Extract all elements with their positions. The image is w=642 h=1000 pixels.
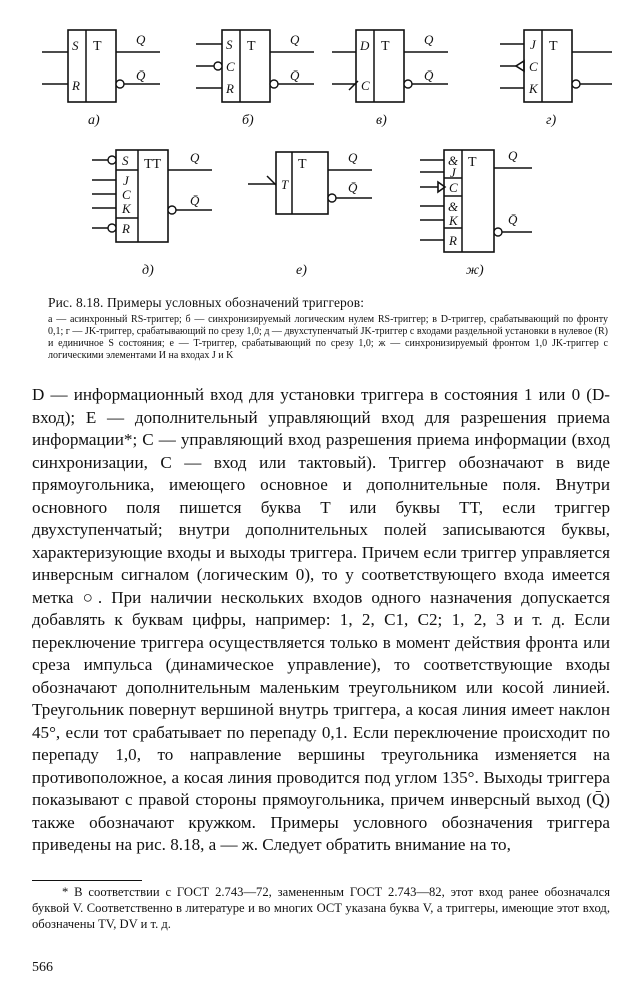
pin-j: J [123,173,129,188]
sublabel-g: г) [546,113,557,128]
out-q: Q [136,32,146,47]
pin-r: R [72,78,80,93]
caption-body: а — асинхронный RS-триггер; б — синхронизируемый логическим нулем RS-триггер; в D-триггер, срабатывающий по фронту 0,1; г — JK-триггер, срабатывающий по срезу 1,0; д — двухступенчатый JK-триггер с входами раздельной установки в нулевое (R) и единичное S состояния; е — T-триггер, срабатывающий по срезу 1,0; ж — синхронизируемый фронтом 1,0 JK-триггер с логическими элементами И на входах J и K [48,314,608,361]
sublabel-e: е) [296,263,307,278]
pin-s: S [226,37,233,52]
sublabel-zh: ж) [466,263,484,278]
label-t: T [93,39,102,54]
label-t: T [247,39,256,54]
pin-s: S [122,153,129,168]
out-qbar: Q̄ [348,180,358,195]
pin-c: C [361,78,370,93]
pin-and-1: & [448,153,459,168]
pin-k: K [529,81,538,96]
out-qbar: Q̄ [508,212,518,227]
out-qbar: Q̄ [190,193,200,208]
out-q: Q [190,150,200,165]
sublabel-a: а) [88,113,100,128]
trigger-symbols-figure [0,0,642,290]
diagram-d-two-stage-jk-trigger [92,150,212,278]
pin-d: D [360,38,370,53]
footnote-rule [32,880,142,881]
body-text [32,384,610,857]
pin-j: J [450,165,456,180]
sublabel-v: в) [376,113,387,128]
figure-caption [48,294,608,362]
sublabel-d: д) [142,263,154,278]
diagram-zh-jk-and-trigger [420,148,532,278]
pin-c: C [226,59,235,74]
pin-j: J [530,37,536,52]
sublabel-b: б) [242,113,254,128]
diagram-b-sync-rs-trigger [196,30,314,128]
diagram-g-jk-trigger [500,30,612,128]
pin-r: R [122,221,130,236]
diagram-a-rs-trigger [42,30,160,128]
label-t: T [468,155,477,170]
out-q: Q [424,32,434,47]
page-number: 566 [32,960,53,975]
pin-r: R [449,233,457,248]
out-qbar: Q̄ [424,68,434,83]
footnote [32,884,610,932]
pin-c: C [449,180,458,195]
footnote-text: * В соответствии с ГОСТ 2.743—72, замененным ГОСТ 2.743—82, этот вход ранее обозначался буквой V. Соответственно в литературе и во многих ОСТ указана буква V, а триггеры, имеющие этот вход, обозначены TV, DV и т. д. [32,885,610,931]
out-q: Q [348,150,358,165]
diagram-e-t-trigger [248,150,372,278]
pin-c: C [529,59,538,74]
label-tt: TT [144,157,162,172]
label-t: T [298,157,307,172]
body-paragraph: D — информационный вход для установки триггера в состояния 1 или 0 (D-вход); E — дополнительный управляющий вход для разрешения приема информации*; C — управляющий вход разрешения приема информации (вход синхронизации, C — вход или тактовый). Триггер обозначают в виде прямоугольника, имеющего основное и дополнительные поля. Внутри основного поля пишется буква T или буквы TT, если триггер двухступенчатый; внутри дополнительных полей записываются буквы, характеризующие входы и выходы триггера. Причем если триггер управляется инверсным сигналом (логическим 0), то у соответствующего входа имеется метка ○. При наличии нескольких входов одного назначения допускается добавлять к буквам цифры, например: 1, 2, C1, C2; 1, 2, 3 и т. д. Если переключение триггера осуществляется только в момент действия фронта или среза импульса (динамическое управление), то соответствующие входы обозначают дополнительным маленьким треугольником или косой линией. Треугольник повернут вершиной внутрь триггера, а косая линия имеет наклон 45°, если тот срабатывает по перепаду 0,1. Если переключение происходит по перепаду 1,0, то направление вершины треугольника изменяется на противоположное, а косая линия проводится под углом 135°. Выходы триггера показывают с правой стороны прямоугольника, причем инверсный выход (Q̄) также обозначают кружком. Примеры условного обозначения триггера приведены на рис. 8.18, а — ж. Следует обратить внимание на то, [32,385,610,854]
pin-s: S [72,38,79,53]
pin-r: R [226,81,234,96]
pin-and-2: & [448,199,459,214]
pin-k: K [449,213,458,228]
out-qbar: Q̄ [136,68,146,83]
out-q: Q [508,148,518,163]
out-q: Q [290,32,300,47]
caption-title: Рис. 8.18. Примеры условных обозначений триггеров: [48,295,365,310]
out-qbar: Q̄ [290,68,300,83]
diagram-v-d-trigger [332,30,448,128]
pin-t: T [281,177,289,192]
label-t: T [549,39,558,54]
pin-c: C [122,187,131,202]
label-t: T [381,39,390,54]
pin-k: K [122,201,131,216]
